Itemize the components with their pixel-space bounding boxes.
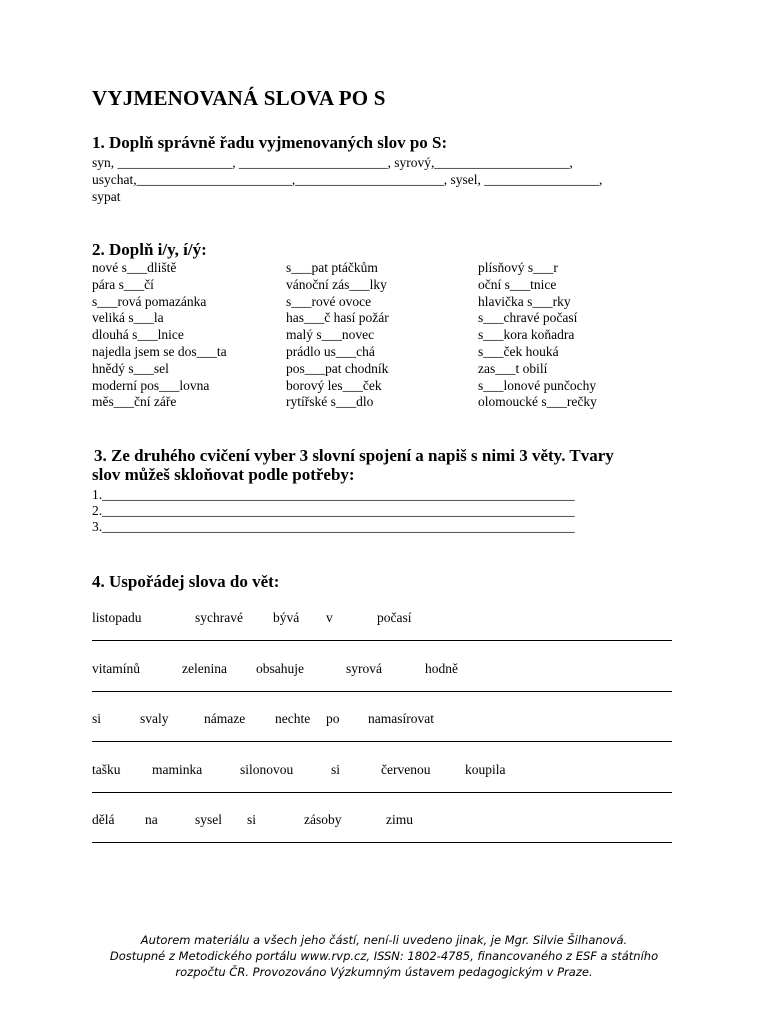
scrambled-word: sychravé [195,610,243,625]
fill-in-item: has___č hasí požár [286,310,389,326]
scrambled-word: maminka [152,762,203,777]
scrambled-word: svaly [140,711,169,726]
task4-heading: 4. Uspořádej slova do vět: [92,572,280,591]
scrambled-word: na [145,812,158,827]
task1-line-1: syn, _________________, ______________________, syrový,____________________, [92,155,573,170]
task2-column-3 [478,260,597,411]
scrambled-word: nechte [275,711,311,726]
fill-in-item: hlavička s___rky [478,293,571,309]
scrambled-word: zásoby [304,812,342,827]
scrambled-word: tašku [92,762,121,777]
fill-in-item: zas___t obilí [478,360,548,376]
scrambled-word: počasí [377,610,412,625]
scrambled-word: zelenina [182,661,227,676]
task1-line-2: usychat,_______________________,______________________, sysel, _________________, [92,172,603,187]
answer-line[interactable] [92,691,672,692]
scrambled-word: namasírovat [368,711,434,726]
scrambled-word: vitamínů [92,661,140,676]
scrambled-word: si [92,711,102,726]
fill-in-item: malý s___novec [286,327,375,343]
task1-heading: 1. Doplň správně řadu vyjmenovaných slov po S: [92,133,448,152]
task1-line-3: sypat [92,189,121,204]
word-row [92,711,672,731]
word-row [92,610,672,630]
fill-in-item: nové s___dliště [92,260,177,275]
fill-in-item: rytířské s___dlo [286,394,374,410]
fill-in-item: oční s___tnice [478,276,557,292]
task2-heading: 2. Doplň i/y, í/ý: [92,240,207,259]
fill-in-item: s___rové ovoce [286,293,372,309]
fill-in-item: měs___ční záře [92,394,177,410]
fill-in-item: s___pat ptáčkům [286,260,378,275]
scrambled-word: námaze [204,711,246,726]
page-title: VYJMENOVANÁ SLOVA PO S [92,86,386,110]
scrambled-word: hodně [425,661,458,676]
scrambled-word: po [326,711,340,726]
scrambled-word: listopadu [92,610,142,625]
scrambled-word: červenou [381,762,431,777]
fill-in-item: pára s___čí [92,276,154,292]
fill-in-item: s___kora koňadra [478,327,575,343]
fill-in-item: pos___pat chodník [286,360,389,376]
scrambled-word: dělá [92,812,115,827]
fill-in-item: hnědý s___sel [92,360,169,376]
footer-line-1: Autorem materiálu a všech jeho částí, není-li uvedeno jinak, je Mgr. Silvie Šilhanová. [140,933,628,947]
word-row [92,762,672,782]
footer-line-3: rozpočtu ČR. Provozováno Výzkumným ústavem pedagogickým v Praze. [175,965,593,979]
task3-heading-line-1: 3. Ze druhého cvičení vyber 3 slovní spojení a napiš s nimi 3 věty. Tvary [94,446,614,465]
fill-in-item: vánoční zás___lky [286,276,387,292]
fill-in-item: dlouhá s___lnice [92,327,184,343]
task3-answer-line-2[interactable]: 2.______________________________________________________________________ [92,503,575,518]
fill-in-item: moderní pos___lovna [92,377,210,393]
fill-in-item: borový les___ček [286,377,382,393]
answer-line[interactable] [92,741,672,742]
fill-in-item: veliká s___la [92,310,164,326]
fill-in-item: olomoucké s___rečky [478,394,597,410]
fill-in-item: s___ček houká [478,343,559,359]
answer-line[interactable] [92,792,672,793]
scrambled-word: koupila [465,762,506,777]
fill-in-item: s___lonové punčochy [478,377,597,393]
fill-in-item: s___rová pomazánka [92,293,207,309]
task2-column-1 [92,260,227,411]
fill-in-item: s___chravé počasí [478,310,578,326]
word-row [92,661,672,681]
scrambled-word: si [247,812,257,827]
answer-line[interactable] [92,842,672,843]
footer-line-2: Dostupné z Metodického portálu www.rvp.cz, ISSN: 1802-4785, financovaného z ESF a státního [109,949,659,963]
word-row [92,812,672,832]
fill-in-item: plísňový s___r [478,260,558,275]
scrambled-word: bývá [273,610,300,625]
scrambled-word: obsahuje [256,661,304,676]
task3-answer-line-3[interactable]: 3.______________________________________________________________________ [92,519,575,534]
scrambled-word: syrová [346,661,382,676]
fill-in-item: najedla jsem se dos___ta [92,343,227,359]
scrambled-word: si [331,762,341,777]
scrambled-word: zimu [386,812,413,827]
scrambled-word: silonovou [240,762,294,777]
task3-answer-line-1[interactable]: 1.______________________________________________________________________ [92,487,575,502]
task3-heading-line-2: slov můžeš skloňovat podle potřeby: [92,465,355,484]
scrambled-word: v [326,610,333,625]
fill-in-item: prádlo us___chá [286,343,375,359]
footer [0,932,768,980]
task2-column-2 [286,260,389,411]
answer-line[interactable] [92,640,672,641]
scrambled-word: sysel [195,812,222,827]
